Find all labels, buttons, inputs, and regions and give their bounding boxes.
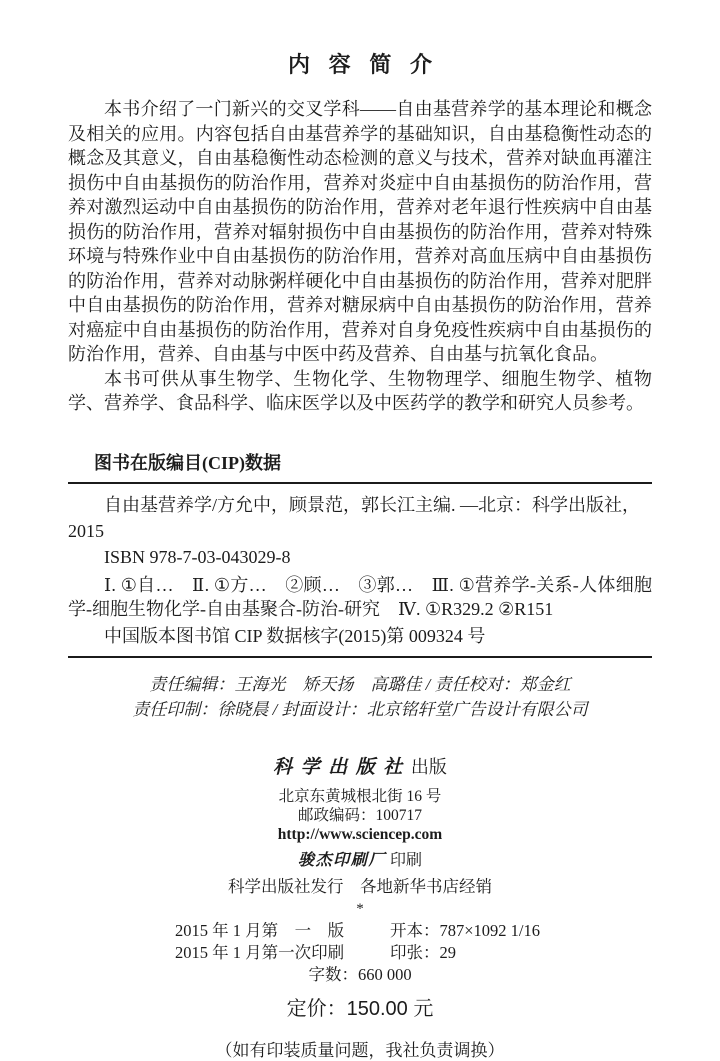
credit-editors-line: 责任编辑：王海光 矫天扬 高璐佳 / 责任校对：郑金红: [149, 674, 571, 694]
cip-heading: 图书在版编目(CIP)数据: [94, 452, 281, 473]
cip-title-line: 自由基营养学/方允中，顾景范，郭长江主编. —北京：科学出版社，: [104, 494, 640, 515]
publisher-postcode: 邮政编码：100717: [297, 806, 422, 824]
summary-paragraph-1: 本书介绍了一门新兴的交叉学科——自由基营养学的基本理论和概念及相关的应用。内容包括自由基营养学的基础知识，自由基稳衡性动态的概念及其意义，自由基稳衡性动态检测的意义与技术，营养对缺血再灌注损伤中自由基损伤的防治作用，营养对炎症中自由基损伤的防治作用，营养对激烈运动中自由基损伤的防治作用，营养对老年退行性疾病中自由基损伤的防治作用，营养对辐射损伤中自由基损伤的防治作用，营养对特殊环境与特殊作业中自由基损伤的防治作用，营养对高血压病中自由基损伤的防治作用，营养对动脉粥样硬化中自由基损伤的防治作用，营养对肥胖中自由基损伤的防治作用，营养对糖尿病中自由基损伤的防治作用，营养对癌症中自由基损伤的防治作用，营养对自身免疫性疾病中自由基损伤的防治作用，营养、自由基与中医中药及营养、自由基与抗氧化食品。: [68, 99, 652, 364]
printer-line: [68, 847, 652, 870]
credit-printing-line: 责任印制：徐晓晨 / 封面设计：北京铭轩堂广告设计有限公司: [132, 699, 588, 719]
cip-classification: Ⅰ. ①自… Ⅱ. ①方… ②顾… ③郭… Ⅲ. ①营养学-关系-人体细胞学-细胞生物化学-自由基聚合-防治-研究 Ⅳ. ①R329.2 ②R151: [68, 574, 652, 619]
impression-date: 2015 年 1 月第一次印刷: [175, 942, 345, 962]
edition-row: [68, 920, 652, 942]
edition-date: 2015 年 1 月第 一 版: [175, 920, 345, 940]
separator-asterisk: *: [356, 900, 364, 917]
content-summary: [68, 97, 652, 416]
page-title: 内容简介: [287, 52, 451, 77]
cip-section: [68, 452, 652, 658]
publisher-imprint-line: [68, 752, 652, 779]
summary-paragraph-2: 本书可供从事生物学、生物化学、生物物理学、细胞生物学、植物学、营养学、食品科学、临床医学以及中医药学的教学和研究人员参考。: [68, 368, 652, 413]
publisher-suffix: 出版: [410, 756, 447, 777]
printer-name: 骏杰印刷厂: [297, 851, 386, 869]
printed-sheets: 印张：29: [390, 942, 456, 962]
word-count: 字数：660 000: [308, 964, 412, 984]
publisher-logo-text: 科学出版社: [273, 756, 411, 778]
book-format: 开本：787×1092 1/16: [390, 920, 541, 940]
cip-year-line: 2015: [68, 520, 104, 541]
printer-suffix: 印刷: [390, 851, 423, 869]
staff-credits: [68, 672, 652, 722]
distribution-line: 科学出版社发行 各地新华书店经销: [228, 876, 492, 896]
print-run-info: [68, 920, 652, 1061]
cip-body: [68, 494, 652, 648]
impression-row: [68, 942, 652, 964]
cip-record-number: 中国版本图书馆 CIP 数据核字(2015)第 009324 号: [104, 625, 486, 646]
cip-isbn: ISBN 978-7-03-043029-8: [104, 546, 291, 567]
cip-rule-bottom: [68, 656, 652, 658]
cip-rule-top: [68, 482, 652, 484]
publisher-website: http://www.sciencep.com: [277, 825, 443, 843]
price: 定价：150.00 元: [286, 997, 434, 1020]
quality-notice: （如有印装质量问题，我社负责调换）: [215, 1040, 505, 1060]
publisher-address: 北京东黄城根北街 16 号: [278, 787, 442, 805]
colophon: [68, 752, 652, 918]
